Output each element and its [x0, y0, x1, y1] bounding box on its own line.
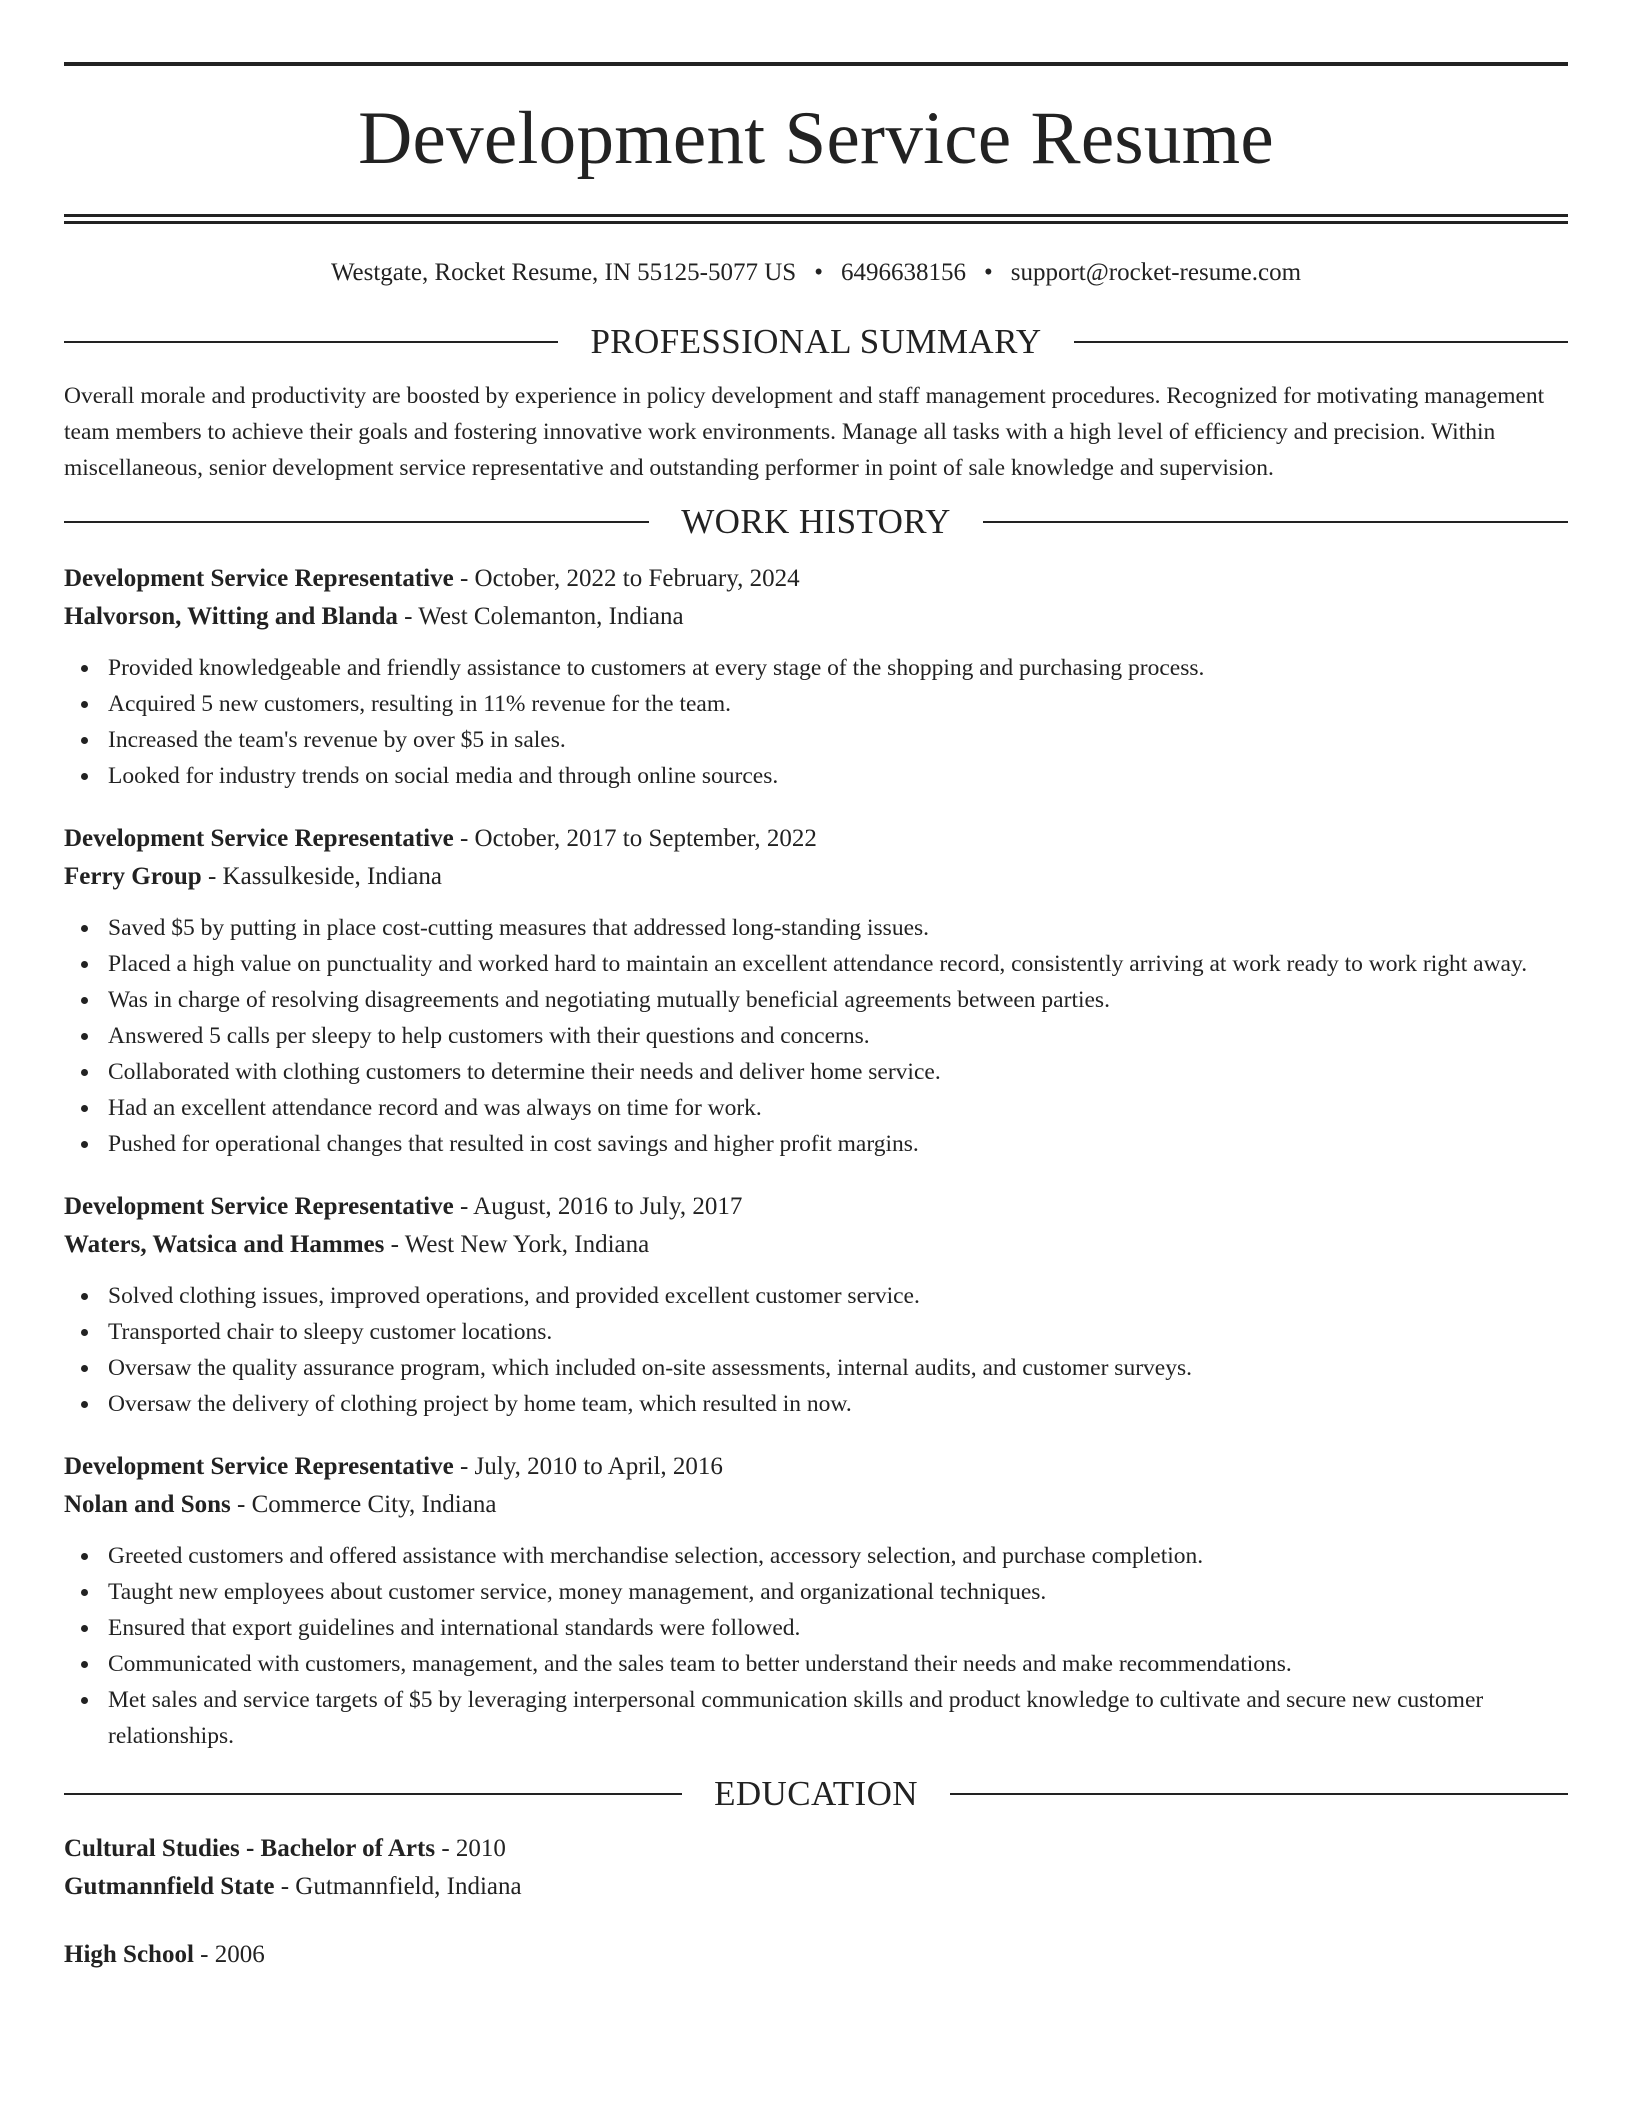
top-rule	[64, 62, 1568, 66]
list-item: Ensured that export guidelines and international standards were followed.	[64, 1610, 1568, 1646]
job-dates: - October, 2022 to February, 2024	[453, 565, 800, 592]
job-dates: - August, 2016 to July, 2017	[453, 1193, 743, 1220]
job-entry-3	[64, 1188, 1568, 1422]
list-item: Communicated with customers, management, and the sales team to better understand their needs and make recommendations.	[64, 1646, 1568, 1682]
job-bullets	[64, 1278, 1568, 1422]
job-title: Development Service Representative	[64, 1193, 454, 1220]
list-item: Oversaw the delivery of clothing project by home team, which resulted in now.	[64, 1386, 1568, 1422]
job-title: Development Service Representative	[64, 825, 454, 852]
job-title: Development Service Representative	[64, 565, 454, 592]
list-item: Collaborated with clothing customers to determine their needs and deliver home service.	[64, 1054, 1568, 1090]
education-degree-line	[64, 1936, 1568, 1974]
job-entry-4	[64, 1448, 1568, 1754]
job-bullets	[64, 910, 1568, 1162]
education-heading	[64, 1772, 1568, 1816]
job-company-line	[64, 1486, 1568, 1524]
job-bullets	[64, 1538, 1568, 1754]
title-double-rule	[64, 214, 1568, 224]
education-year: - 2010	[435, 1835, 506, 1862]
list-item: Increased the team's revenue by over $5 in sales.	[64, 722, 1568, 758]
list-item: Provided knowledgeable and friendly assistance to customers at every stage of the shopping and purchasing process.	[64, 650, 1568, 686]
work-history-heading	[64, 500, 1568, 544]
page-title: Development Service Resume	[358, 97, 1274, 180]
contact-separator: •	[983, 259, 993, 286]
list-item: Greeted customers and offered assistance with merchandise selection, accessory selection, and purchase completion.	[64, 1538, 1568, 1574]
contact-separator: •	[814, 259, 823, 286]
work-history-heading-label: WORK HISTORY	[681, 502, 951, 541]
education-degree: High School	[64, 1941, 194, 1968]
job-location: - Kassulkeside, Indiana	[201, 863, 442, 890]
contact-email: support@rocket-resume.com	[1010, 259, 1302, 286]
job-location: - Commerce City, Indiana	[230, 1491, 497, 1518]
list-item: Was in charge of resolving disagreements and negotiating mutually beneficial agreements between parties.	[64, 982, 1568, 1018]
list-item: Oversaw the quality assurance program, which included on-site assessments, internal audits, and customer surveys.	[64, 1350, 1568, 1386]
job-company-line	[64, 598, 1568, 636]
list-item: Taught new employees about customer service, money management, and organizational techniques.	[64, 1574, 1568, 1610]
list-item: Pushed for operational changes that resulted in cost savings and higher profit margins.	[64, 1126, 1568, 1162]
heading-rule-left	[64, 341, 558, 343]
job-entry-1	[64, 560, 1568, 794]
summary-text: Overall morale and productivity are boosted by experience in policy development and staff management procedures. Recognized for motivating management team members to achieve their goals and fostering innovative work environments. Manage all tasks with a high level of efficiency and precision. Within miscellaneous, senior development service representative and outstanding performer in point of sale knowledge and supervision.	[64, 383, 1545, 481]
job-company: Halvorson, Witting and Blanda	[64, 603, 398, 630]
heading-rule-left	[64, 1793, 682, 1795]
heading-rule-left	[64, 521, 649, 523]
list-item: Solved clothing issues, improved operations, and provided excellent customer service.	[64, 1278, 1568, 1314]
education-entry-1	[64, 1830, 1568, 1906]
education-school: Gutmannfield State	[64, 1873, 275, 1900]
heading-rule-right	[983, 521, 1568, 523]
job-company: Waters, Watsica and Hammes	[64, 1231, 385, 1258]
job-entry-2	[64, 820, 1568, 1162]
contact-phone: 6496638156	[840, 259, 966, 286]
job-company: Ferry Group	[64, 863, 202, 890]
job-company: Nolan and Sons	[64, 1491, 231, 1518]
education-heading-label: EDUCATION	[714, 1774, 918, 1813]
list-item: Saved $5 by putting in place cost-cutting measures that addressed long-standing issues.	[64, 910, 1568, 946]
education-entry-2	[64, 1936, 1568, 1974]
job-title-line	[64, 1188, 1568, 1226]
list-item: Met sales and service targets of $5 by leveraging interpersonal communication skills and product knowledge to cultivate and secure new customer relationships.	[64, 1682, 1568, 1754]
list-item: Acquired 5 new customers, resulting in 11% revenue for the team.	[64, 686, 1568, 722]
job-company-line	[64, 1226, 1568, 1264]
job-title-line	[64, 820, 1568, 858]
job-company-line	[64, 858, 1568, 896]
summary-heading-label: PROFESSIONAL SUMMARY	[590, 322, 1042, 361]
education-school-line	[64, 1868, 1568, 1906]
job-bullets	[64, 650, 1568, 794]
list-item: Transported chair to sleepy customer locations.	[64, 1314, 1568, 1350]
job-title-line	[64, 560, 1568, 598]
job-location: - West Colemanton, Indiana	[397, 603, 684, 630]
heading-rule-right	[950, 1793, 1568, 1795]
list-item: Answered 5 calls per sleepy to help customers with their questions and concerns.	[64, 1018, 1568, 1054]
education-location: - Gutmannfield, Indiana	[274, 1873, 522, 1900]
job-title: Development Service Representative	[64, 1453, 454, 1480]
summary-heading	[64, 320, 1568, 364]
education-degree-line	[64, 1830, 1568, 1868]
job-location: - West New York, Indiana	[384, 1231, 650, 1258]
list-item: Placed a high value on punctuality and worked hard to maintain an excellent attendance record, consistently arriving at work ready to work right away.	[64, 946, 1568, 982]
education-year: - 2006	[193, 1941, 265, 1968]
heading-rule-right	[1074, 341, 1568, 343]
contact-line	[64, 256, 1568, 290]
job-dates: - October, 2017 to September, 2022	[453, 825, 817, 852]
list-item: Had an excellent attendance record and was always on time for work.	[64, 1090, 1568, 1126]
education-degree: Cultural Studies - Bachelor of Arts	[64, 1835, 436, 1862]
job-dates: - July, 2010 to April, 2016	[453, 1453, 723, 1480]
job-title-line	[64, 1448, 1568, 1486]
contact-address: Westgate, Rocket Resume, IN 55125-5077 US	[330, 259, 797, 286]
list-item: Looked for industry trends on social media and through online sources.	[64, 758, 1568, 794]
